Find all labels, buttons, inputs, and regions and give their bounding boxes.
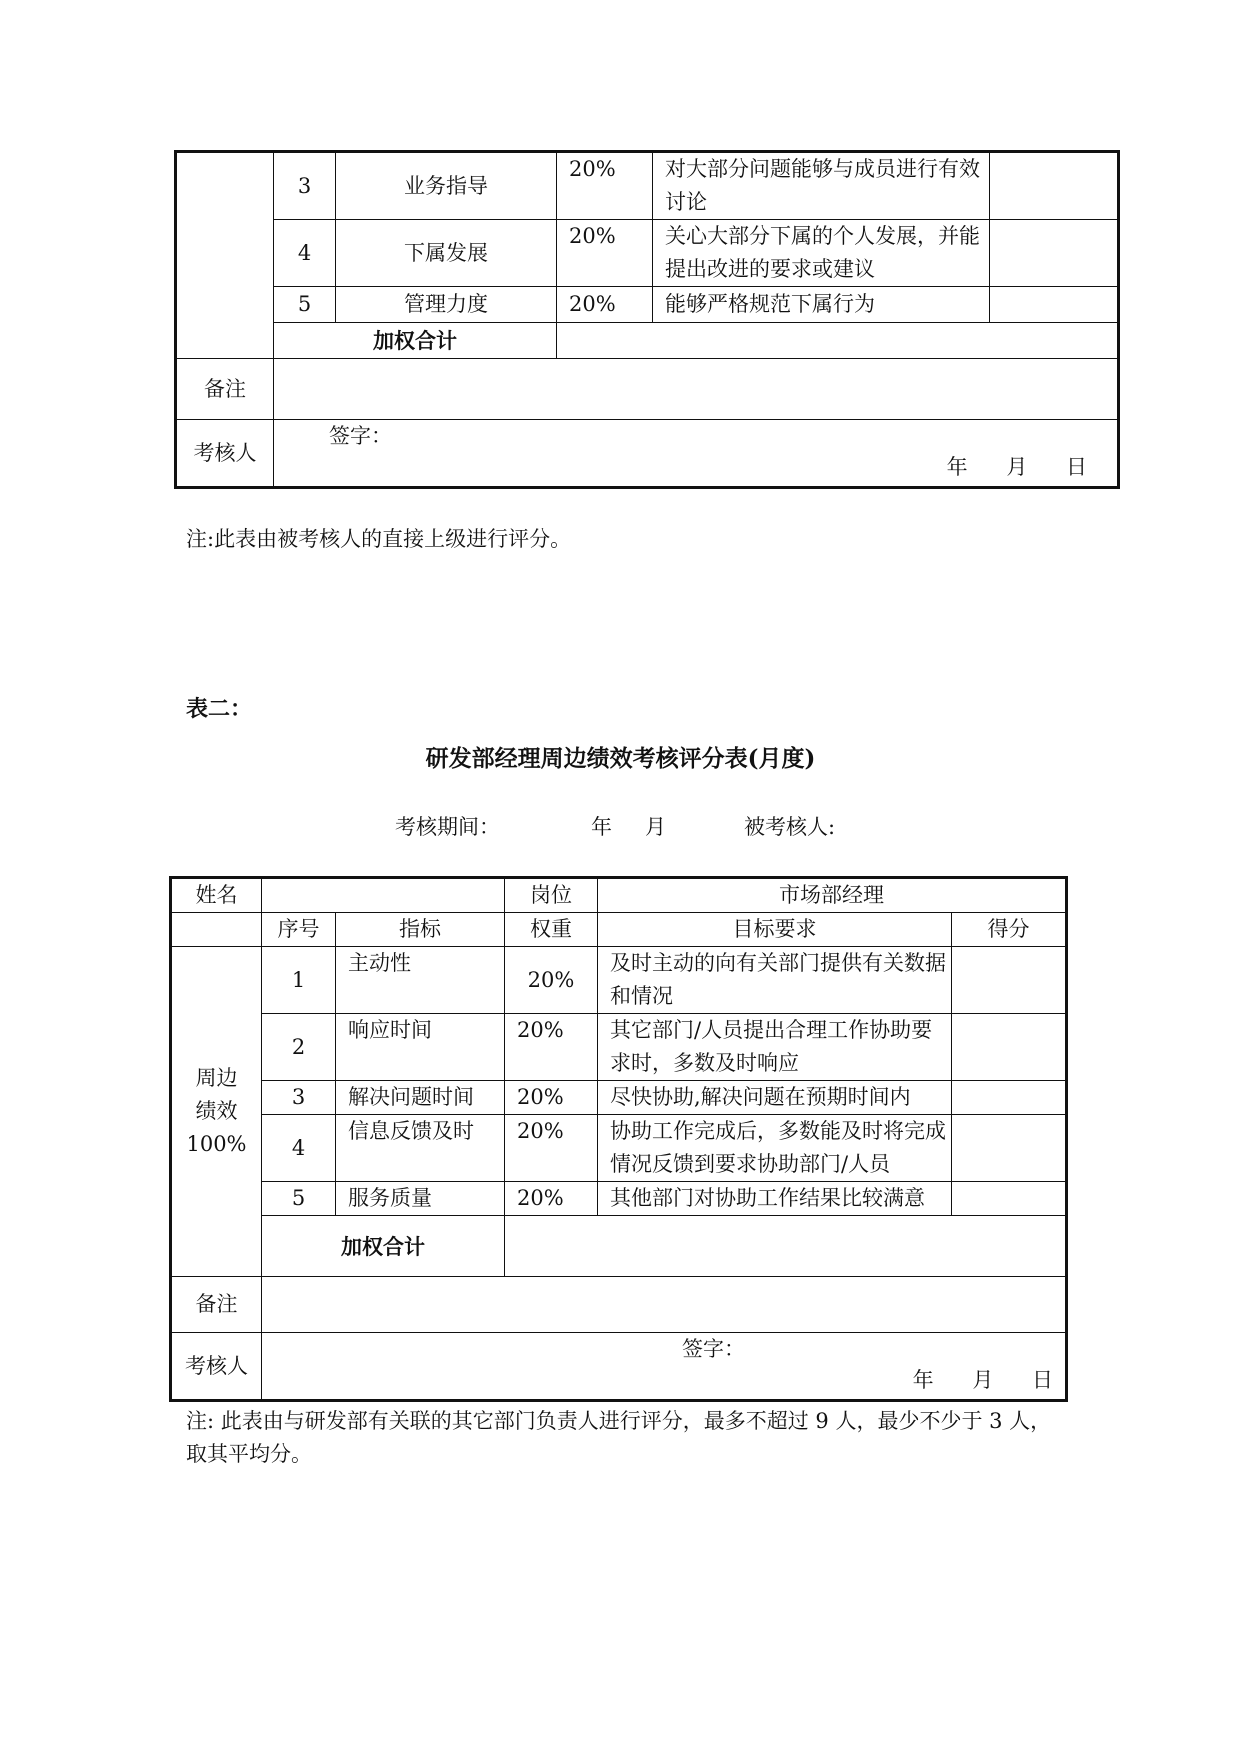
position-label: 岗位 <box>505 878 598 913</box>
weight-cell: 20% <box>557 287 653 323</box>
score-cell[interactable] <box>990 152 1119 220</box>
table2-footnote: 注: 此表由与研发部有关联的其它部门负责人进行评分，最多不超过 9 人，最少不少于 3 人，取其平均分。 <box>186 1409 1052 1466</box>
requirement-cell: 协助工作完成后，多数能及时将完成情况反馈到要求协助部门/人员 <box>598 1115 952 1182</box>
period-month: 月 <box>645 815 666 839</box>
remarks-label: 备注 <box>176 359 274 420</box>
score-cell[interactable] <box>952 1182 1067 1216</box>
date-month: 月 <box>972 1368 994 1392</box>
assessor-label: 考核人 <box>171 1333 262 1401</box>
score-cell[interactable] <box>990 220 1119 287</box>
weight-cell: 20% <box>505 947 598 1014</box>
assessee-label: 被考核人: <box>744 815 836 839</box>
table2-title: 研发部经理周边绩效考核评分表(月度) <box>425 745 816 772</box>
date-line <box>915 451 1087 484</box>
score-cell[interactable] <box>990 287 1119 323</box>
weight-cell: 20% <box>505 1014 598 1081</box>
indicator-cell: 服务质量 <box>336 1182 505 1216</box>
signature-label: 签字： <box>329 424 392 448</box>
weighted-total-value[interactable] <box>557 323 1119 359</box>
weighted-total-value[interactable] <box>505 1216 1067 1277</box>
score-cell[interactable] <box>952 947 1067 1014</box>
remarks-field[interactable] <box>274 359 1119 420</box>
weighted-total-label: 加权合计 <box>262 1216 505 1277</box>
assessor-signature-area[interactable] <box>262 1333 1067 1401</box>
requirement-cell: 对大部分问题能够与成员进行有效讨论 <box>653 152 990 220</box>
score-cell[interactable] <box>952 1014 1067 1081</box>
assessor-signature-area[interactable] <box>274 420 1119 488</box>
weight-cell: 20% <box>505 1115 598 1182</box>
category-line1: 周边 <box>195 1066 238 1090</box>
header-no: 序号 <box>262 913 336 947</box>
assessor-label: 考核人 <box>176 420 274 488</box>
date-year: 年 <box>912 1368 934 1392</box>
date-day: 日 <box>1032 1368 1053 1392</box>
row-no: 4 <box>262 1115 336 1182</box>
remarks-field[interactable] <box>262 1277 1067 1333</box>
requirement-cell: 其他部门对协助工作结果比较满意 <box>598 1182 952 1216</box>
weight-cell: 20% <box>557 220 653 287</box>
table1-footnote: 注:此表由被考核人的直接上级进行评分。 <box>186 527 572 551</box>
indicator-cell: 解决问题时间 <box>336 1081 505 1115</box>
row-no: 3 <box>274 152 336 220</box>
row-no: 1 <box>262 947 336 1014</box>
indicator-cell: 信息反馈及时 <box>336 1115 505 1182</box>
requirement-cell: 其它部门/人员提出合理工作协助要求时，多数及时响应 <box>598 1014 952 1081</box>
peripheral-performance-table <box>169 876 1068 1402</box>
requirement-cell: 能够严格规范下属行为 <box>653 287 990 323</box>
requirement-cell: 及时主动的向有关部门提供有关数据和情况 <box>598 947 952 1014</box>
header-indicator: 指标 <box>336 913 505 947</box>
category-cell <box>171 947 262 1277</box>
signature-label: 签字： <box>682 1337 745 1361</box>
row-no: 3 <box>262 1081 336 1115</box>
period-year: 年 <box>591 815 612 839</box>
weight-cell: 20% <box>505 1081 598 1115</box>
category-line3: 100% <box>186 1132 247 1156</box>
indicator-cell: 响应时间 <box>336 1014 505 1081</box>
indicator-cell: 下属发展 <box>336 220 557 287</box>
date-line <box>881 1364 1053 1397</box>
requirement-cell: 尽快协助,解决问题在预期时间内 <box>598 1081 952 1115</box>
header-blank <box>171 913 262 947</box>
date-year: 年 <box>946 455 968 479</box>
name-label: 姓名 <box>171 878 262 913</box>
category-cell <box>176 152 274 359</box>
row-no: 5 <box>262 1182 336 1216</box>
date-day: 日 <box>1066 455 1087 479</box>
score-cell[interactable] <box>952 1081 1067 1115</box>
remarks-label: 备注 <box>171 1277 262 1333</box>
evaluation-table-continued <box>174 150 1120 489</box>
category-line2: 绩效 <box>195 1099 238 1123</box>
weighted-total-label: 加权合计 <box>274 323 557 359</box>
position-value: 市场部经理 <box>598 878 1067 913</box>
header-requirement: 目标要求 <box>598 913 952 947</box>
requirement-cell: 关心大部分下属的个人发展，并能提出改进的要求或建议 <box>653 220 990 287</box>
indicator-cell: 主动性 <box>336 947 505 1014</box>
indicator-cell: 管理力度 <box>336 287 557 323</box>
score-cell[interactable] <box>952 1115 1067 1182</box>
weight-cell: 20% <box>505 1182 598 1216</box>
name-field[interactable] <box>262 878 505 913</box>
header-score: 得分 <box>952 913 1067 947</box>
table2-heading: 表二： <box>186 696 253 722</box>
row-no: 2 <box>262 1014 336 1081</box>
row-no: 5 <box>274 287 336 323</box>
row-no: 4 <box>274 220 336 287</box>
period-label: 考核期间： <box>395 815 500 839</box>
date-month: 月 <box>1006 455 1028 479</box>
header-weight: 权重 <box>505 913 598 947</box>
indicator-cell: 业务指导 <box>336 152 557 220</box>
weight-cell: 20% <box>557 152 653 220</box>
